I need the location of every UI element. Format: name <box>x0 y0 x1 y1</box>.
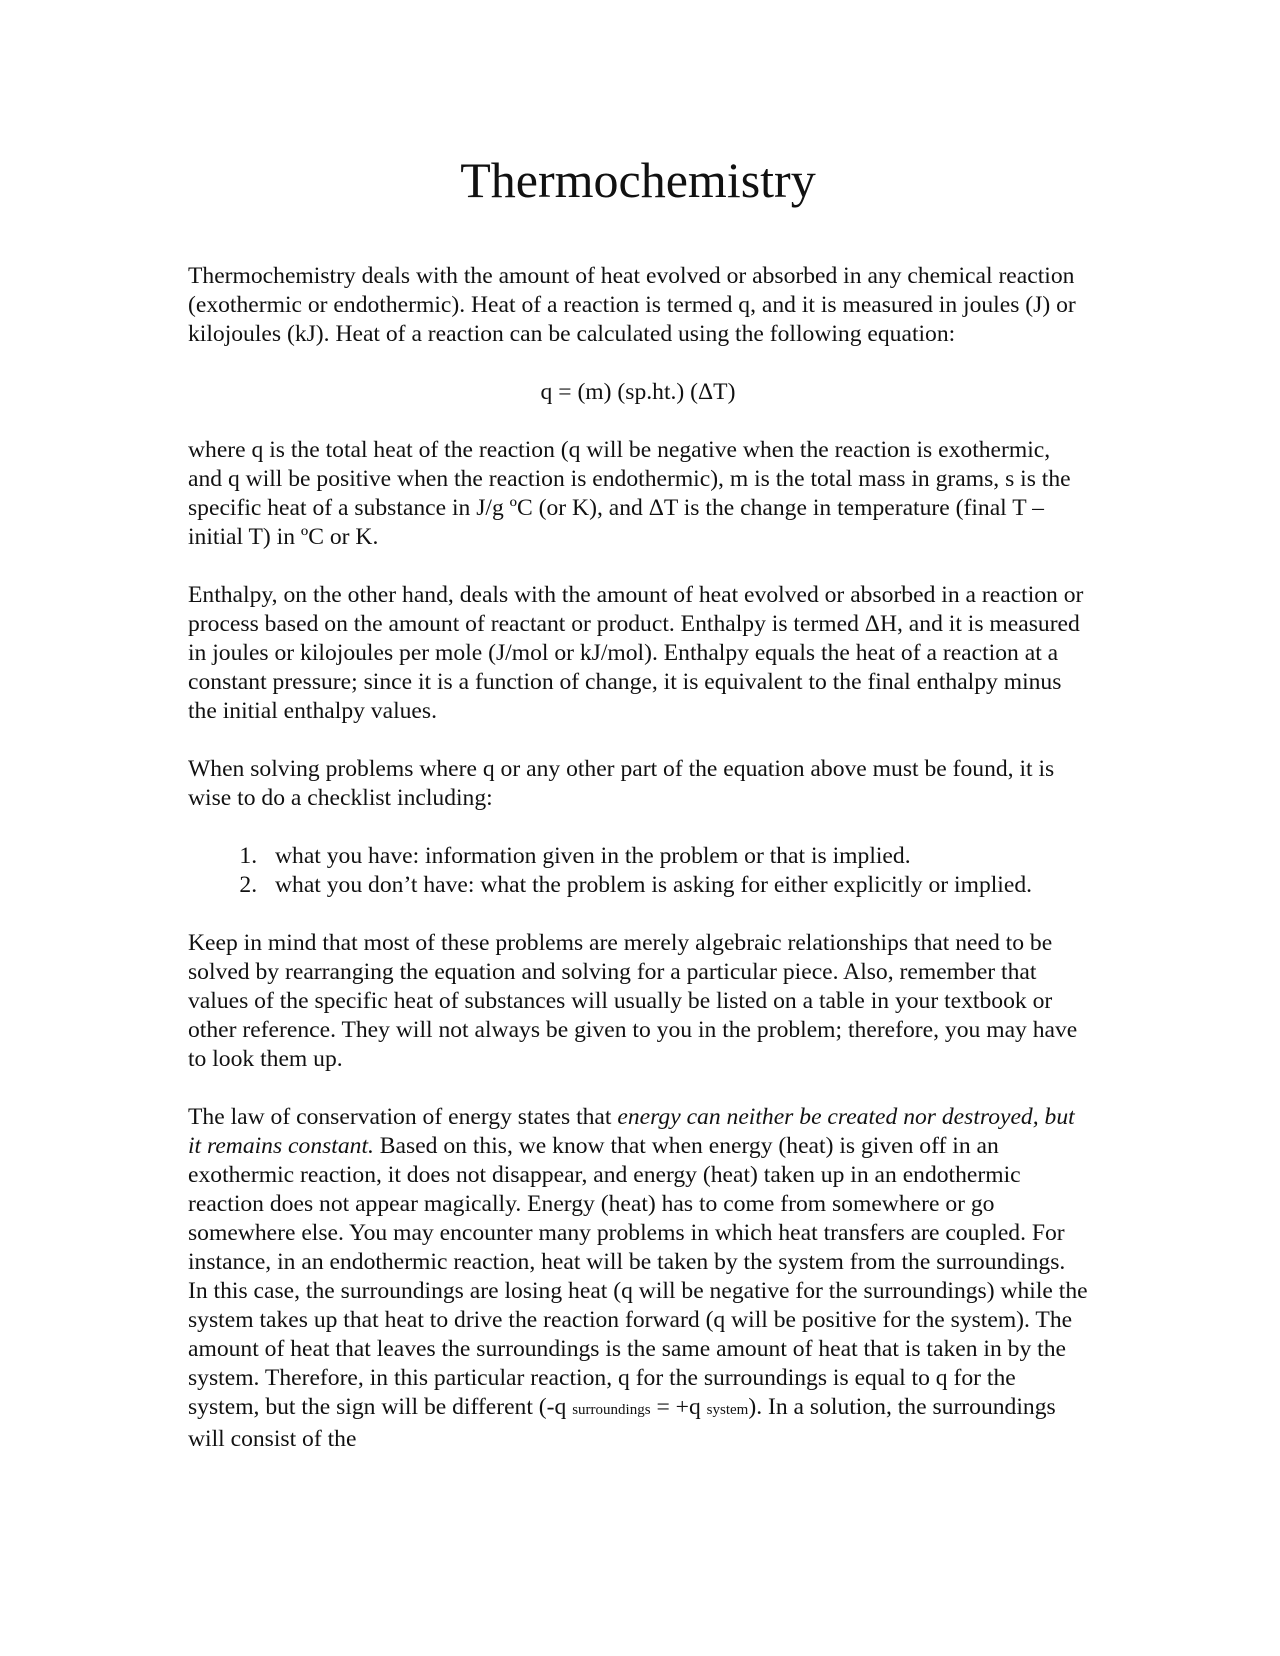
equation-middle: = +q <box>650 1394 707 1420</box>
algebra-tips-paragraph: Keep in mind that most of these problems are merely algebraic relationships that need to be solved by rearranging the equation and solving for a particular piece. Also, remember that values of the specific heat of substances will usually be listed on a table in your textbook or other reference. They will not always be given to you in the problem; therefore, you may have to look them up. <box>188 930 1078 1072</box>
conservation-intro: The law of conservation of energy states that <box>188 1104 618 1130</box>
equation-left: -q <box>546 1394 573 1420</box>
subscript-system: system <box>706 1402 749 1418</box>
checklist-item: 2. what you don’t have: what the problem is asking for either explicitly or implied. <box>263 871 1088 900</box>
page-title: Thermochemistry <box>460 152 816 208</box>
intro-paragraph: Thermochemistry deals with the amount of heat evolved or absorbed in any chemical reaction (exothermic or endothermic). Heat of a reaction is termed q, and it is measured in joules (J) or kilojoules (kJ). Heat of a reaction can be calculated using the following equation: <box>188 263 1076 347</box>
conservation-tail: ). In a solution, the surroundings will consist of the <box>188 1394 1056 1452</box>
conservation-paragraph <box>188 1103 1088 1454</box>
conservation-law-italic: energy can neither be created nor destroyed, but it remains constant. <box>188 1104 1075 1159</box>
document-body <box>188 262 1088 1483</box>
checklist <box>188 842 1088 900</box>
conservation-main: Based on this, we know that when energy (heat) is given off in an exothermic reaction, it does not disappear, and energy (heat) taken up in an endothermic reaction does not appear magically. Energy (heat) has to come from somewhere or go somewhere else. You may encounter many problems in which heat transfers are coupled. For instance, in an endothermic reaction, heat will be taken by the system from the surroundings. In this case, the surroundings are losing heat (q will be negative for the surroundings) while the system takes up that heat to drive the reaction forward (q will be positive for the system). The amount of heat that leaves the surroundings is the same amount of heat that is taken in by the system. Therefore, in this particular reaction, q for the surroundings is equal to q for the system, but the sign will be different ( <box>188 1133 1088 1420</box>
checklist-item: 1. what you have: information given in the problem or that is implied. <box>263 842 1088 871</box>
subscript-surroundings: surroundings <box>572 1402 651 1418</box>
problem-solving-paragraph: When solving problems where q or any other part of the equation above must be found, it is wise to do a checklist including: <box>188 756 1055 811</box>
equation-explanation-paragraph: where q is the total heat of the reaction (q will be negative when the reaction is exothermic, and q will be positive when the reaction is endothermic), m is the total mass in grams, s is the specific heat of a substance in J/g ºC (or K), and ΔT is the change in temperature (final T – initial T) in ºC or K. <box>188 437 1071 550</box>
heat-equation: q = (m) (sp.ht.) (ΔT) <box>540 379 736 405</box>
enthalpy-paragraph: Enthalpy, on the other hand, deals with the amount of heat evolved or absorbed in a reaction or process based on the amount of reactant or product. Enthalpy is termed ΔH, and it is measured in joules or kilojoules per mole (J/mol or kJ/mol). Enthalpy equals the heat of a reaction at a constant pressure; since it is a function of change, it is equivalent to the final enthalpy minus the initial enthalpy values. <box>188 582 1084 724</box>
